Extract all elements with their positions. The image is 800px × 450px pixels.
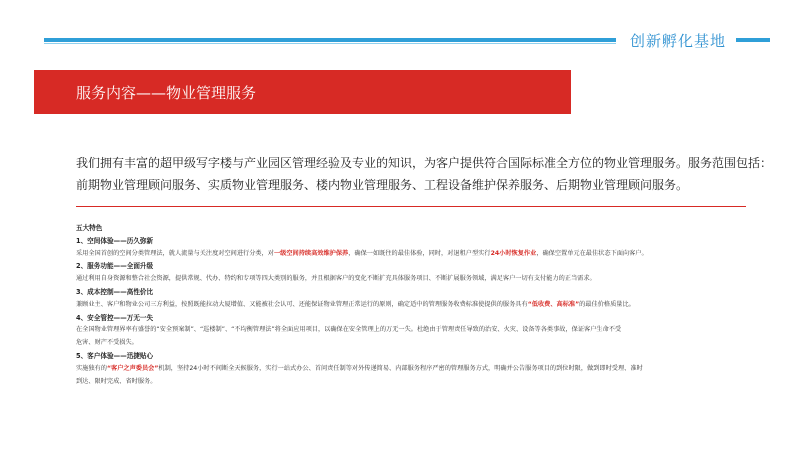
- feature-3-highlight: “低收费、高标准”: [527, 300, 580, 308]
- feature-2-title: 2、服务功能——全面升级: [76, 262, 154, 271]
- brand-title: 创新孵化基地: [630, 32, 727, 50]
- feature-1-highlight-2: 24小时恢复作业: [490, 249, 537, 257]
- feature-1-text-a: 采用全国首创的空间分类管理法，就人流量与关注度对空间进行分类，对: [76, 249, 274, 257]
- feature-5-text-2: 到达、限时完成、省时服务。: [76, 377, 157, 385]
- feature-1-highlight-1: 一级空间持续高效维护保养: [274, 249, 349, 257]
- feature-1-text-c: ，确保空置单元在最佳状态下面向客户。: [536, 249, 648, 257]
- header-rule-left: [44, 38, 616, 42]
- header-rule-right: [736, 38, 770, 42]
- feature-5-text-1: [76, 363, 756, 376]
- feature-1-title: 1、空间体验——历久弥新: [76, 236, 154, 245]
- feature-5-text-b: 机制，坚持24小时不间断全天候服务，实行一站式办公、首问责任制等对外传递简易、内部服务程序严密的管理服务方式，明确并公告服务项目的到位时限，做到即时受理、准时: [158, 364, 643, 372]
- intro-line-2: 前期物业管理顾问服务、实质物业管理服务、楼内物业管理服务、工程设备维护保养服务、后期物业管理顾问服务。: [76, 178, 689, 192]
- feature-3-text: [76, 299, 756, 312]
- features-heading: 五大特色: [76, 224, 103, 232]
- feature-3-text-b: 的最佳价格质量比。: [579, 300, 635, 308]
- section-title: 服务内容——物业管理服务: [76, 84, 257, 102]
- feature-5-highlight: “客户之声委员会”: [106, 364, 159, 372]
- feature-3-text-a: 兼顾业主、客户和物业公司三方利益，按照既能拉动大厦增值、又能被社会认可、还能保证物业管理正常运行的原则，确定适中的管理服务收费标准使提供的服务具有: [76, 300, 528, 308]
- feature-1-text-b: ，确保一如既往的最佳体验，同时，对退租户型实行: [348, 249, 491, 257]
- feature-5-title: 5、客户体验——迅捷贴心: [76, 351, 154, 360]
- feature-2-text: 通过利用自身资源和整合社会资源，提供常规、代办、特约和专项等四大类别的服务，并且根据客户的变化不断扩充具体服务项目、不断扩展服务领域，满足客户一切有支付能力的正当需求。: [76, 275, 596, 283]
- feature-5-text-a: 实施独有的: [76, 364, 107, 372]
- section-title-band: [34, 70, 571, 114]
- intro-line-1: 我们拥有丰富的超甲级写字楼与产业园区管理经验及专业的知识，为客户提供符合国际标准全方位的物业管理服务。服务范围包括：: [76, 156, 773, 170]
- feature-4-title: 4、安全管控——万无一失: [76, 313, 154, 322]
- feature-4-text-2: 危害、财产不受损失。: [76, 339, 138, 347]
- feature-3-title: 3、成本控制——高性价比: [76, 287, 154, 296]
- intro-paragraph: [76, 152, 773, 196]
- feature-4-text-1: 在全国物业管理界率有盛誉的“安全预案制”、“巡楼制”、“不均衡管理法”将全面应用项目，以确保在安全管理上的万无一失。杜绝由于管理责任导致的治安、火灾、设备等各类事故，保证客户生命不受: [76, 326, 622, 334]
- red-divider: [76, 206, 746, 207]
- feature-1-text: [76, 248, 756, 261]
- features-block: [76, 222, 756, 388]
